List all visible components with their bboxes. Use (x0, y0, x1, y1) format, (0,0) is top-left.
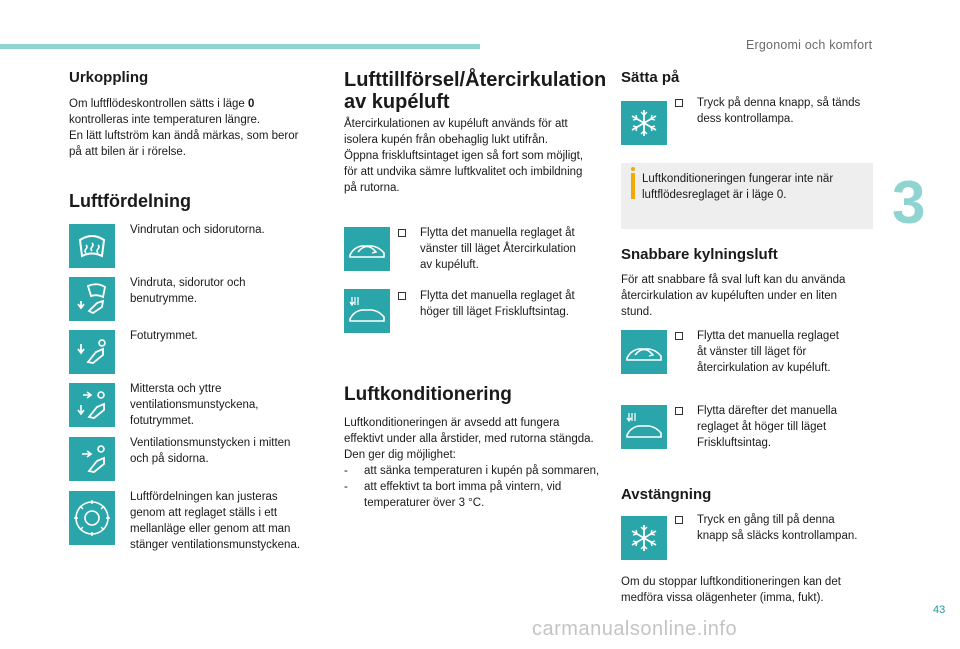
urkoppling-heading: Urkoppling (69, 69, 149, 86)
distribution-item: Fotutrymmet. (130, 330, 198, 342)
chapter-number: 3 (892, 169, 926, 236)
info-icon (631, 167, 635, 171)
watermark: carmanualsonline.info (532, 618, 738, 640)
recirc-step-left: Flytta det manuella reglaget åt vänster till läget Återcirkulation av kupéluft. (398, 225, 620, 273)
recirculation-text: Återcirkulationen av kupéluft används för att isolera kupén från obehaglig lukt utifrån. Öppna friskluftsintaget igen så fort som möjligt, för att undvika sämre luftkvalitet och imbildning på rutorna. (344, 118, 584, 194)
header-accent-bar (0, 44, 480, 49)
recirculation-heading: Lufttillförsel/Återcirkulation av kupéluft (344, 69, 607, 113)
snabbare-heading: Snabbare kylningsluft (621, 246, 778, 263)
step-checkbox-icon (675, 516, 683, 524)
info-text: Luftkonditioneringen fungerar inte när luftflödesreglaget är i läge 0. (642, 173, 834, 201)
snabbare-text: För att snabbare få sval luft kan du använda återcirkulation av kupéluften under en liten stund. (621, 274, 846, 318)
ac-snowflake-icon (621, 101, 667, 145)
ac-text: Luftkonditioneringen är avsedd att fungera effektivt under alla årstider, med rutorna stängda. Den ger dig möjlighet: - att sänka temperaturen i kupén på sommaren, - att effektivt ta bort imma på vintern, vid temperaturer över 3 °C. (344, 415, 614, 511)
step-checkbox-icon (398, 229, 406, 237)
distribution-item: Ventilationsmunstycken i mitten och på sidorna. (130, 437, 291, 465)
snabbare-step-left: Flytta det manuella reglaget åt vänster till läget för återcirkulation av kupéluft. (675, 328, 897, 376)
recirculation-icon (621, 330, 667, 374)
distribution-item: Vindruta, sidorutor och benutrymme. (130, 277, 246, 305)
distribution-item: Vindrutan och sidorutorna. (130, 224, 265, 236)
fresh-air-icon (344, 289, 390, 333)
distribution-item: Mittersta och yttre ventilationsmunstyckena, fotutrymmet. (130, 383, 259, 427)
step-checkbox-icon (398, 292, 406, 300)
info-box (621, 163, 873, 229)
step-checkbox-icon (675, 407, 683, 415)
fresh-air-icon (621, 405, 667, 449)
luftfordelning-heading: Luftfördelning (69, 191, 191, 211)
ac-snowflake-icon (621, 516, 667, 560)
satta-pa-step: Tryck på denna knapp, så tänds dess kontrollampa. (675, 95, 897, 127)
recirculation-icon (344, 227, 390, 271)
page-number: 43 (933, 604, 946, 616)
urkoppling-text: Om luftflödeskontrollen sätts i läge 0 kontrolleras inte temperaturen längre. En lätt luftström kan ändå märkas, som beror på att bilen är i rörelse. (69, 98, 299, 158)
fresh-air-step-right: Flytta det manuella reglaget åt höger till läget Friskluftsintag. (398, 288, 620, 320)
distribution-item: Luftfördelningen kan justeras genom att reglaget ställs i ett mellanläge eller genom att man stänger ventilationsmunstyckena. (130, 491, 301, 551)
snabbare-step-right: Flytta därefter det manuella reglaget åt höger till läget Friskluftsintag. (675, 403, 897, 451)
ac-heading: Luftkonditionering (344, 384, 512, 405)
step-checkbox-icon (675, 332, 683, 340)
avstangning-step: Tryck en gång till på denna knapp så släcks kontrollampan. (675, 512, 897, 544)
avstangning-heading: Avstängning (621, 486, 712, 503)
satta-pa-heading: Sätta på (621, 69, 680, 86)
section-title: Ergonomi och komfort (746, 38, 873, 52)
step-checkbox-icon (675, 99, 683, 107)
avstangning-text: Om du stoppar luftkonditioneringen kan det medföra vissa olägenheter (imma, fukt). (621, 576, 841, 604)
